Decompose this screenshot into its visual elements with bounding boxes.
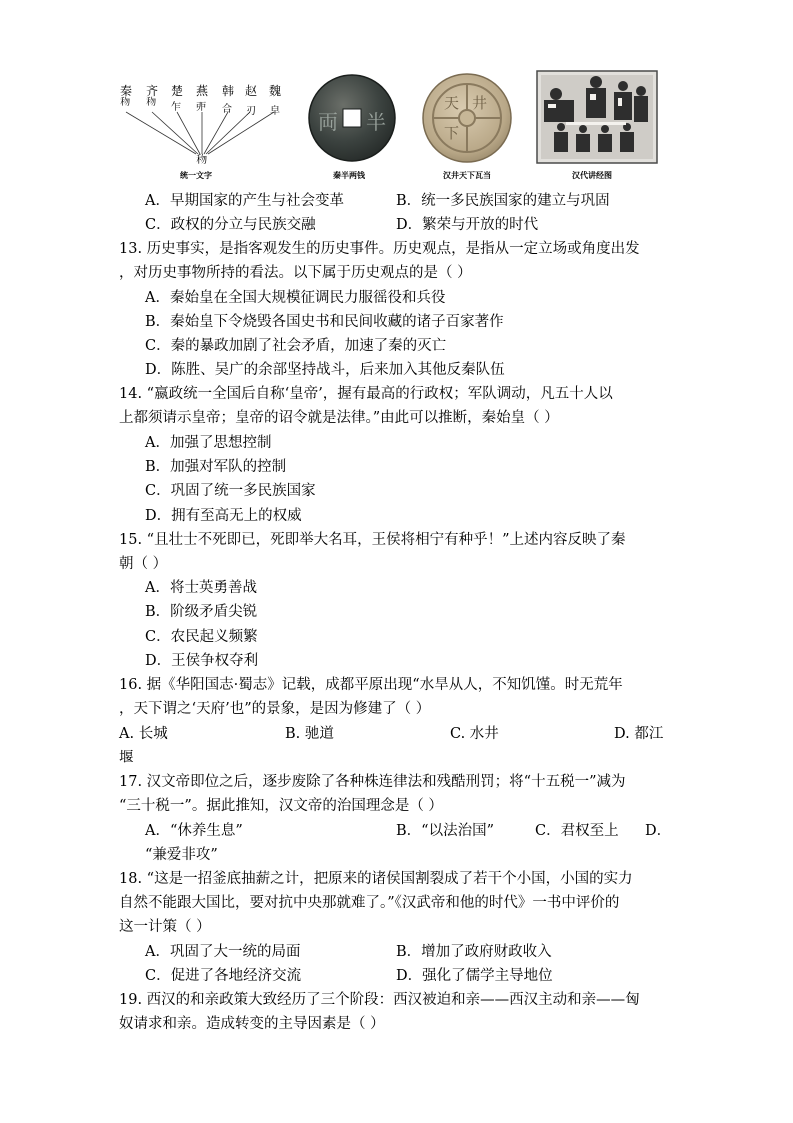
q16-option-c: C. 水井 (450, 726, 499, 742)
q16-stem-cont: ，天下谓之‘天府’也”的景象，是因为修建了（ ） (119, 701, 431, 717)
q14-option-c: C．巩固了统一多民族国家 (145, 483, 316, 499)
state-name: 楚 (171, 84, 184, 98)
q15-stem: 15. “且壮士不死即已，死即举大名耳，王侯将相宁有种乎！”上述内容反映了秦 (119, 532, 626, 548)
state-name: 魏 (269, 84, 282, 98)
coin-left-char: 両 (318, 110, 338, 134)
q16-option-b: B. 驰道 (285, 726, 334, 742)
q12-option-a: A．早期国家的产生与社会变革 (145, 193, 344, 209)
script-variant: 合 (222, 104, 232, 115)
q17-option-c: C．君权至上 (535, 823, 619, 839)
roof-tile-image (419, 72, 515, 164)
q13-option-b: B．秦始皇下令烧毁各国史书和民间收藏的诸子百家著作 (145, 314, 504, 330)
q13-stem-cont: ，对历史事物所持的看法。以下属于历史观点的是（ ） (119, 265, 472, 281)
q15-stem-cont: 朝（ ） (119, 556, 168, 572)
q19-stem: 19. 西汉的和亲政策大致经历了三个阶段：西汉被迫和亲——西汉主动和亲——匈 (119, 992, 640, 1008)
figure-caption: 汉井天下瓦当 (443, 171, 491, 180)
figure-caption: 汉代讲经图 (572, 171, 612, 180)
figure-han-lecture (536, 70, 658, 182)
script-variant: 皁 (270, 106, 280, 117)
figure-unified-script (118, 82, 286, 182)
script-variant: 乍 (171, 102, 181, 113)
q14-stem-cont: 上都须请示皇帝；皇帝的诏令就是法律。”由此可以推断，秦始皇（ ） (119, 410, 559, 426)
tile-char: 下 (444, 124, 460, 142)
figure-caption: 秦半两钱 (333, 171, 365, 180)
q17-stem-cont: “三十税一”。据此推知，汉文帝的治国理念是（ ） (119, 798, 443, 814)
q18-option-c: C．促进了各地经济交流 (145, 968, 302, 984)
q19-stem-cont: 奴请求和亲。造成转变的主导因素是（ ） (119, 1016, 385, 1032)
state-name: 燕 (196, 84, 209, 98)
q15-option-c: C．农民起义频繁 (145, 629, 258, 645)
q16-option-d-cont: 堰 (119, 750, 134, 766)
q18-option-d: D．强化了儒学主导地位 (396, 968, 553, 984)
q18-stem-cont2: 这一计策（ ） (119, 919, 211, 935)
state-name: 秦 (120, 84, 133, 98)
state-name: 齐 (146, 84, 159, 98)
q18-stem-cont: 自然不能跟大国比，要对抗中央那就难了。”《汉武帝和他的时代》一书中评价的 (119, 895, 620, 911)
figure-caption: 统一文字 (180, 171, 212, 180)
q16-option-a: A. 长城 (119, 726, 168, 742)
q13-option-c: C．秦的暴政加剧了社会矛盾，加速了秦的灭亡 (145, 338, 447, 354)
tile-char: 天 (444, 94, 460, 112)
state-name: 赵 (245, 84, 258, 98)
unified-character: 𥝤 (196, 153, 207, 166)
q14-option-d: D．拥有至高无上的权威 (145, 508, 302, 524)
q14-stem: 14. “嬴政统一全国后自称‘皇帝’，握有最高的行政权；军队调动，凡五十人以 (119, 386, 613, 402)
q17-option-a: A．“休养生息” (145, 823, 243, 839)
q13-stem: 13. 历史事实，是指客观发生的历史事件。历史观点，是指从一定立场或角度出发 (119, 241, 640, 257)
figure-han-tile (419, 72, 515, 182)
q15-option-d: D．王侯争权夺利 (145, 653, 259, 669)
q16-option-d: D. 都江 (614, 726, 664, 742)
script-variant: 𥝤 (146, 97, 156, 108)
q14-option-a: A．加强了思想控制 (145, 435, 272, 451)
tile-char: 井 (472, 94, 488, 112)
q15-option-b: B．阶级矛盾尖锐 (145, 604, 258, 620)
q15-option-a: A．将士英勇善战 (145, 580, 257, 596)
q12-option-c: C．政权的分立与民族交融 (145, 217, 316, 233)
stone-relief-image (536, 70, 658, 164)
q17-stem: 17. 汉文帝即位之后，逐步废除了各种株连律法和残酷刑罚；将“十五税一”减为 (119, 774, 626, 790)
q12-option-d: D．繁荣与开放的时代 (396, 217, 539, 233)
q17-option-b: B．“以法治国” (396, 823, 494, 839)
q16-stem: 16. 据《华阳国志·蜀志》记载，成都平原出现“水旱从人，不知饥馑。时无荒年 (119, 677, 623, 693)
q13-option-a: A．秦始皇在全国大规模征调民力服徭役和兵役 (145, 290, 446, 306)
script-variant: 刃 (246, 106, 256, 117)
figure-qin-coin (306, 72, 398, 182)
q14-option-b: B．加强对军队的控制 (145, 459, 287, 475)
state-name: 韩 (222, 84, 235, 98)
q17-option-d-cont: “兼爱非攻” (145, 847, 218, 863)
q18-stem: 18. “这是一招釜底抽薪之计，把原来的诸侯国割裂成了若干个小国，小国的实力 (119, 871, 633, 887)
q18-option-a: A．巩固了大一统的局面 (145, 944, 301, 960)
script-variant: 𥝤 (120, 97, 130, 108)
q13-option-d: D．陈胜、吴广的余部坚持战斗，后来加入其他反秦队伍 (145, 362, 505, 378)
q17-option-d: D． (645, 823, 672, 839)
q12-option-b: B．统一多民族国家的建立与巩固 (396, 193, 610, 209)
q18-option-b: B．增加了政府财政收入 (396, 944, 552, 960)
coin-right-char: 半 (366, 110, 386, 134)
script-variant: 戼 (196, 102, 206, 113)
